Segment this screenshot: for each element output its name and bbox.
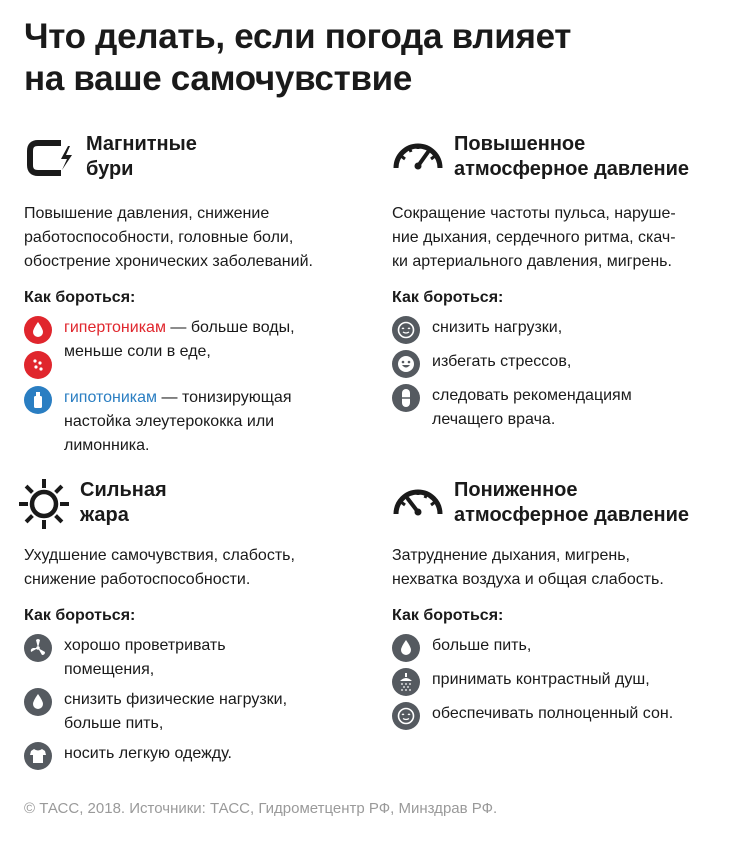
smile-icon <box>392 350 420 378</box>
list-item: гипертоникам — больше воды, меньше соли в еде, <box>24 316 374 384</box>
section-low-pressure <box>392 478 742 736</box>
list-item: избегать стрессов, <box>392 350 742 378</box>
gauge-icon <box>392 132 444 184</box>
water-drop-icon <box>24 688 52 716</box>
list-item: обеспечивать полноценный сон. <box>392 702 742 730</box>
list-item: гипотоникам — тонизирующая настойка элеутерококка или лимонника. <box>24 386 374 458</box>
section-heat <box>18 478 368 776</box>
how-to-fight-label: Как бороться: <box>24 607 136 624</box>
section-description: Повышение давления, снижение работоспособности, головные боли, обострение хронических заболеваний. <box>24 205 313 270</box>
footer-credits: © ТАСС, 2018. Источники: ТАСС, Гидрометцентр РФ, Минздрав РФ. <box>24 800 498 817</box>
section-title: Сильная жара <box>80 479 167 526</box>
section-description: Сокращение частоты пульса, наруше- ние дыхания, сердечного ритма, скач- ки артериального давления, мигрень. <box>392 205 676 270</box>
list-item: хорошо проветривать помещения, <box>24 634 368 682</box>
list-item: снизить физические нагрузки, больше пить, <box>24 688 368 736</box>
calm-face-icon <box>392 316 420 344</box>
section-description: Затруднение дыхания, мигрень, нехватка воздуха и общая слабость. <box>392 547 664 588</box>
section-title: Магнитные бури <box>86 133 197 180</box>
list-item: принимать контрастный душ, <box>392 668 742 696</box>
section-high-pressure <box>392 132 742 438</box>
list-item: снизить нагрузки, <box>392 316 742 344</box>
list-item: следовать рекомендациям лечащего врача. <box>392 384 742 432</box>
list-item: носить легкую одежду. <box>24 742 368 770</box>
fan-icon <box>24 634 52 662</box>
gauge-low-icon <box>392 478 444 530</box>
salt-icon <box>24 351 52 379</box>
bottle-icon <box>24 386 52 414</box>
tshirt-icon <box>24 742 52 770</box>
how-to-fight-label: Как бороться: <box>392 289 504 306</box>
page-title: Что делать, если погода влияет на ваше самочувствие <box>24 17 572 98</box>
how-to-fight-label: Как бороться: <box>392 607 504 624</box>
magnet-icon <box>24 132 76 184</box>
how-to-fight-label: Как бороться: <box>24 289 136 306</box>
section-title: Повышенное атмосферное давление <box>454 133 689 180</box>
section-description: Ухудшение самочувствия, слабость, снижение работоспособности. <box>24 547 295 588</box>
sun-icon <box>18 478 70 530</box>
shower-icon <box>392 668 420 696</box>
section-title: Пониженное атмосферное давление <box>454 479 689 526</box>
sleep-face-icon <box>392 702 420 730</box>
list-item: больше пить, <box>392 634 742 662</box>
section-magnetic-storms <box>24 132 374 464</box>
water-drop-icon <box>392 634 420 662</box>
pill-icon <box>392 384 420 412</box>
blood-drop-icon <box>24 316 52 344</box>
